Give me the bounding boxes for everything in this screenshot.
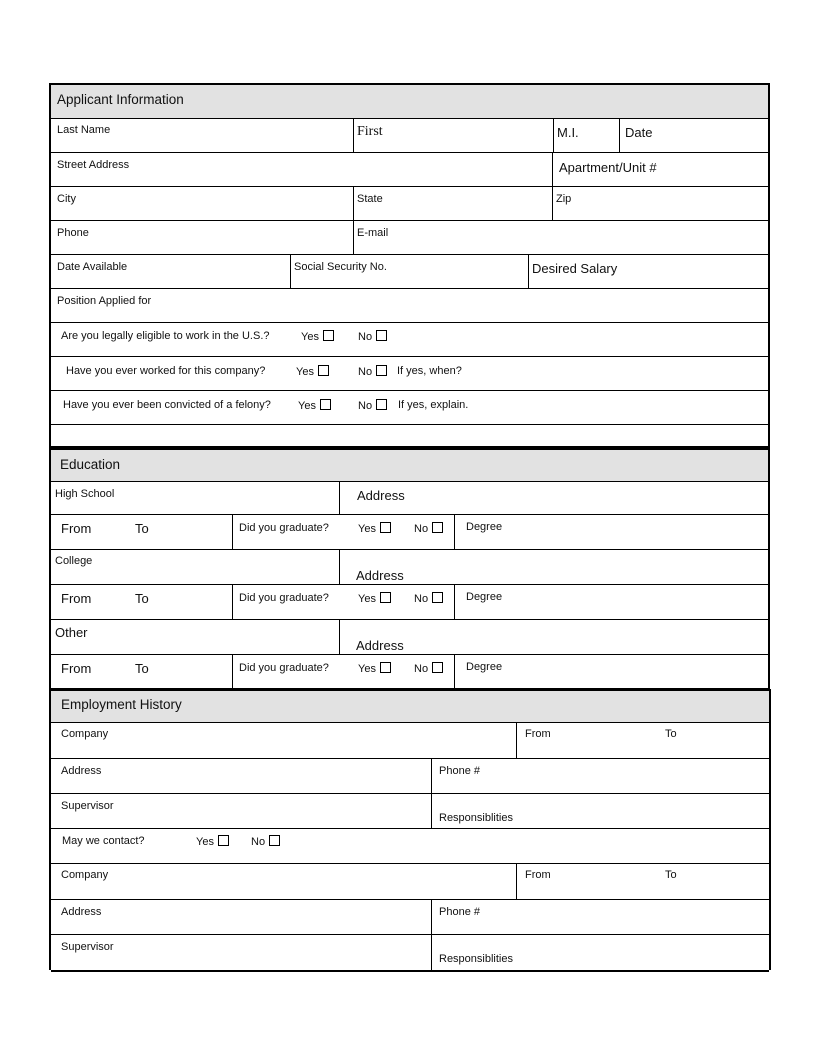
may-contact-row bbox=[51, 829, 769, 864]
date-available-label: Date Available bbox=[57, 261, 128, 273]
other-label: Other bbox=[55, 625, 88, 640]
applicant-information-section bbox=[49, 83, 770, 448]
yes-label: Yes bbox=[196, 836, 214, 848]
address-field[interactable] bbox=[51, 900, 431, 934]
checkbox[interactable] bbox=[318, 365, 329, 376]
city-field[interactable] bbox=[51, 187, 353, 220]
graduated-no-option[interactable] bbox=[414, 522, 443, 535]
dates-field[interactable] bbox=[51, 655, 232, 688]
contact-yes-option[interactable] bbox=[196, 835, 229, 848]
felony-yes-option[interactable] bbox=[298, 399, 331, 412]
section-title: Employment History bbox=[61, 697, 182, 712]
if-yes-explain-label: If yes, explain. bbox=[398, 399, 469, 411]
company-label: Company bbox=[61, 728, 109, 740]
no-label: No bbox=[414, 663, 429, 675]
checkbox[interactable] bbox=[380, 522, 391, 533]
desired-salary-field[interactable] bbox=[528, 255, 768, 288]
checkbox[interactable] bbox=[376, 365, 387, 376]
degree-label: Degree bbox=[466, 661, 503, 673]
dates-field[interactable] bbox=[51, 585, 232, 619]
responsibilities-label: Responsiblities bbox=[439, 953, 513, 965]
address-label: Address bbox=[61, 765, 102, 777]
yes-label: Yes bbox=[358, 593, 376, 605]
to-label: To bbox=[135, 591, 149, 606]
availability-row bbox=[51, 255, 768, 289]
ssn-field[interactable] bbox=[290, 255, 528, 288]
desired-salary-label: Desired Salary bbox=[532, 261, 618, 276]
first-name-field[interactable] bbox=[353, 119, 553, 152]
checkbox[interactable] bbox=[380, 592, 391, 603]
state-field[interactable] bbox=[353, 187, 552, 220]
checkbox[interactable] bbox=[269, 835, 280, 846]
supervisor-label: Supervisor bbox=[61, 941, 114, 953]
address-label: Address bbox=[357, 488, 405, 503]
city-label: City bbox=[57, 193, 76, 205]
no-label: No bbox=[251, 836, 266, 848]
high-school-label: High School bbox=[55, 488, 115, 500]
checkbox[interactable] bbox=[323, 330, 334, 341]
may-contact-question: May we contact? bbox=[62, 835, 145, 847]
high-school-details-row bbox=[51, 515, 768, 550]
yes-label: Yes bbox=[298, 400, 316, 412]
eligible-row bbox=[51, 323, 768, 357]
other-field[interactable] bbox=[51, 620, 339, 654]
responsibilities-field[interactable] bbox=[431, 794, 769, 828]
name-row bbox=[51, 119, 768, 153]
to-label: To bbox=[135, 521, 149, 536]
explanation-row[interactable] bbox=[51, 425, 768, 446]
felony-row bbox=[51, 391, 768, 425]
zip-label: Zip bbox=[556, 193, 572, 205]
education-section bbox=[49, 448, 770, 690]
dates-field[interactable] bbox=[51, 515, 232, 549]
no-label: No bbox=[414, 593, 429, 605]
phone-label: Phone # bbox=[439, 906, 480, 918]
other-row bbox=[51, 620, 768, 655]
zip-field[interactable] bbox=[552, 187, 768, 220]
high-school-address-field[interactable] bbox=[339, 482, 768, 514]
address-label: Address bbox=[61, 906, 102, 918]
supervisor-row bbox=[51, 935, 769, 972]
apartment-label: Apartment/Unit # bbox=[559, 160, 657, 175]
no-label: No bbox=[358, 366, 373, 378]
degree-label: Degree bbox=[466, 521, 503, 533]
to-label: To bbox=[665, 728, 677, 740]
graduated-no-option[interactable] bbox=[414, 662, 443, 675]
section-header bbox=[51, 450, 768, 482]
yes-label: Yes bbox=[301, 331, 319, 343]
position-label: Position Applied for bbox=[57, 295, 152, 307]
eligible-question: Are you legally eligible to work in the U.S.? bbox=[61, 330, 270, 342]
supervisor-label: Supervisor bbox=[61, 800, 114, 812]
last-name-label: Last Name bbox=[57, 124, 111, 136]
graduated-yes-option[interactable] bbox=[358, 522, 391, 535]
section-header bbox=[51, 85, 768, 119]
company-row bbox=[51, 723, 769, 759]
last-name-field[interactable] bbox=[51, 119, 353, 152]
checkbox[interactable] bbox=[320, 399, 331, 410]
other-address-field[interactable] bbox=[339, 620, 768, 654]
address-row bbox=[51, 153, 768, 187]
supervisor-field[interactable] bbox=[51, 935, 431, 970]
college-row bbox=[51, 550, 768, 585]
eligible-no-option[interactable] bbox=[358, 330, 387, 343]
section-header bbox=[51, 691, 769, 723]
checkbox[interactable] bbox=[432, 592, 443, 603]
if-yes-when-label: If yes, when? bbox=[397, 365, 462, 377]
company-field[interactable] bbox=[51, 723, 516, 758]
degree-label: Degree bbox=[466, 591, 503, 603]
worked-yes-option[interactable] bbox=[296, 365, 329, 378]
graduated-field bbox=[232, 515, 454, 549]
contact-row bbox=[51, 221, 768, 255]
city-row bbox=[51, 187, 768, 221]
did-graduate-label: Did you graduate? bbox=[239, 592, 329, 604]
date-available-field[interactable] bbox=[51, 255, 290, 288]
did-graduate-label: Did you graduate? bbox=[239, 522, 329, 534]
address-phone-row bbox=[51, 759, 769, 794]
felony-no-option[interactable] bbox=[358, 399, 387, 412]
felony-question: Have you ever been convicted of a felony? bbox=[63, 399, 271, 411]
address-field[interactable] bbox=[51, 759, 431, 793]
worked-no-option[interactable] bbox=[358, 365, 387, 378]
phone-label: Phone # bbox=[439, 765, 480, 777]
checkbox[interactable] bbox=[376, 399, 387, 410]
degree-field[interactable] bbox=[454, 655, 768, 688]
company-label: Company bbox=[61, 869, 109, 881]
worked-question: Have you ever worked for this company? bbox=[66, 365, 266, 377]
section-title: Applicant Information bbox=[57, 92, 184, 107]
checkbox[interactable] bbox=[432, 662, 443, 673]
address-label: Address bbox=[356, 568, 404, 583]
date-field[interactable] bbox=[619, 119, 768, 152]
phone-field[interactable] bbox=[431, 900, 769, 934]
college-field[interactable] bbox=[51, 550, 339, 584]
graduated-field bbox=[232, 655, 454, 688]
from-label: From bbox=[61, 661, 92, 676]
ssn-label: Social Security No. bbox=[294, 261, 387, 273]
yes-label: Yes bbox=[358, 523, 376, 535]
mi-field[interactable] bbox=[553, 119, 619, 152]
high-school-row bbox=[51, 482, 768, 515]
employment-dates-field[interactable] bbox=[516, 864, 769, 899]
date-label: Date bbox=[625, 125, 653, 140]
phone-field[interactable] bbox=[431, 759, 769, 793]
college-label: College bbox=[55, 555, 93, 567]
from-label: From bbox=[525, 728, 551, 740]
address-label: Address bbox=[356, 638, 404, 653]
from-label: From bbox=[61, 521, 92, 536]
employment-dates-field[interactable] bbox=[516, 723, 769, 758]
no-label: No bbox=[358, 400, 373, 412]
checkbox[interactable] bbox=[380, 662, 391, 673]
eligible-yes-option[interactable] bbox=[301, 330, 334, 343]
company-row bbox=[51, 864, 769, 900]
apartment-field[interactable] bbox=[552, 153, 768, 186]
from-label: From bbox=[525, 869, 551, 881]
high-school-field[interactable] bbox=[51, 482, 339, 514]
company-field[interactable] bbox=[51, 864, 516, 899]
other-details-row bbox=[51, 655, 768, 688]
mi-label: M.I. bbox=[557, 125, 579, 140]
graduated-no-option[interactable] bbox=[414, 592, 443, 605]
to-label: To bbox=[135, 661, 149, 676]
degree-field[interactable] bbox=[454, 515, 768, 549]
responsibilities-label: Responsiblities bbox=[439, 812, 513, 824]
degree-field[interactable] bbox=[454, 585, 768, 619]
college-address-field[interactable] bbox=[339, 550, 768, 584]
state-label: State bbox=[357, 193, 383, 205]
no-label: No bbox=[414, 523, 429, 535]
street-address-field[interactable] bbox=[51, 153, 552, 186]
graduated-yes-option[interactable] bbox=[358, 662, 391, 675]
worked-row bbox=[51, 357, 768, 391]
checkbox[interactable] bbox=[432, 522, 443, 533]
phone-label: Phone bbox=[57, 227, 89, 239]
yes-label: Yes bbox=[358, 663, 376, 675]
to-label: To bbox=[665, 869, 677, 881]
position-row[interactable] bbox=[51, 289, 768, 323]
street-address-label: Street Address bbox=[57, 159, 130, 171]
no-label: No bbox=[358, 331, 373, 343]
contact-no-option[interactable] bbox=[251, 835, 280, 848]
responsibilities-field[interactable] bbox=[431, 935, 769, 970]
section-title: Education bbox=[60, 457, 121, 472]
college-details-row bbox=[51, 585, 768, 620]
graduated-yes-option[interactable] bbox=[358, 592, 391, 605]
did-graduate-label: Did you graduate? bbox=[239, 662, 329, 674]
phone-field[interactable] bbox=[51, 221, 353, 254]
graduated-field bbox=[232, 585, 454, 619]
email-label: E-mail bbox=[357, 227, 389, 239]
from-label: From bbox=[61, 591, 92, 606]
checkbox[interactable] bbox=[218, 835, 229, 846]
employment-history-section bbox=[49, 689, 771, 970]
first-name-label: First bbox=[357, 124, 383, 139]
email-field[interactable] bbox=[353, 221, 768, 254]
checkbox[interactable] bbox=[376, 330, 387, 341]
yes-label: Yes bbox=[296, 366, 314, 378]
supervisor-field[interactable] bbox=[51, 794, 431, 828]
address-phone-row bbox=[51, 900, 769, 935]
supervisor-row bbox=[51, 794, 769, 829]
